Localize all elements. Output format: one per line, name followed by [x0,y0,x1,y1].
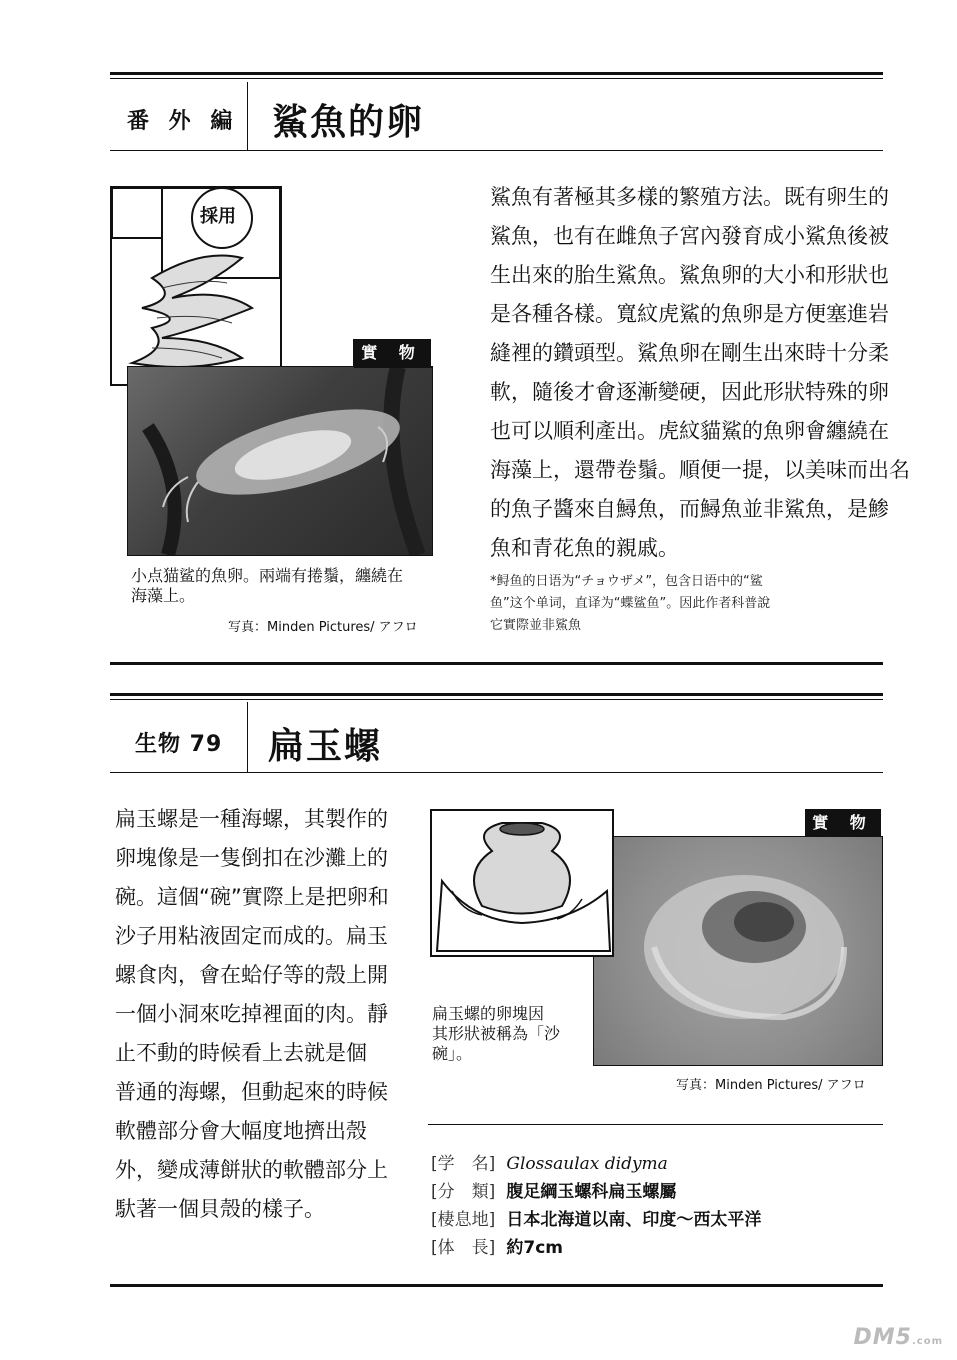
body-line: 卵塊像是一隻倒扣在沙灘上的 [115,846,388,870]
logo-suffix: .com [911,1336,943,1347]
body-line: 軟體部分會大幅度地擠出殼 [115,1119,367,1143]
info-row-body-length [431,1234,563,1262]
body-line: 海藻上，還帶卷鬚。順便一提，以美味而出名 [490,458,910,482]
photo1-caption [131,566,403,606]
section1-body [490,178,910,568]
sand-collar-image [594,837,882,1065]
section2-bottom-rule [110,1284,883,1287]
info-key: [学 名] [431,1154,496,1174]
caption-line: 扁玉螺的卵塊因 [432,1004,545,1023]
photo2-credit: 写真：Minden Pictures/ アフロ [676,1078,866,1093]
info-value: 腹足綱玉螺科扁玉螺屬 [506,1182,677,1202]
section1-header-rule [110,150,883,151]
info-key: [体 長] [431,1238,496,1258]
body-line: 螺食肉，會在蛤仔等的殼上開 [115,963,388,987]
top-rule-2 [110,78,883,79]
info-row-habitat [431,1206,761,1234]
body-line: 沙子用粘液固定而成的。扁玉 [115,924,388,948]
section1-divider [247,82,248,150]
body-line: 軟，隨後才會逐漸變硬，因此形狀特殊的卵 [490,380,889,404]
body-line: 普通的海螺，但動起來的時候 [115,1080,388,1104]
photo2-label-tag: 實 物 [805,809,881,837]
section2-label: 生物 79 [135,732,223,757]
egg-case-image [128,367,432,555]
section2-title: 扁玉螺 [268,726,383,767]
info-row-classification [431,1178,676,1206]
body-line: 馱著一個貝殼的樣子。 [115,1197,325,1221]
spiral-egg-drawing [112,188,280,384]
info-divider [428,1124,883,1125]
body-line: 鯊魚有著極其多樣的繁殖方法。既有卵生的 [490,185,889,209]
section2-top-rule [110,693,883,696]
note-line: 它實際並非鯊魚 [490,618,582,633]
body-line: 外，變成薄餅狀的軟體部分上 [115,1158,388,1182]
body-line: 是各種各樣。寬紋虎鯊的魚卵是方便塞進岩 [490,302,889,326]
photo2-caption [432,1004,560,1064]
body-line: 一個小洞來吃掉裡面的肉。靜 [115,1002,388,1026]
caption-line: 碗」。 [432,1044,473,1063]
body-line: 止不動的時候看上去就是個 [115,1041,367,1065]
section2-body [115,800,389,1229]
info-value: 約7cm [506,1238,564,1258]
body-line: 的魚子醬來自鱘魚，而鱘魚並非鯊魚，是鯵 [490,497,889,521]
body-line: 魚和青花魚的親戚。 [490,536,679,560]
body-line: 也可以順利產出。虎紋貓鯊的魚卵會纏繞在 [490,419,889,443]
photo1-credit: 写真：Minden Pictures/ アフロ [228,620,418,635]
caption-line: 海藻上。 [131,586,196,605]
info-key: [分 類] [431,1182,496,1202]
hands-bowl-drawing [432,811,612,955]
footnote [490,571,770,637]
site-logo [854,1325,944,1350]
info-value: 日本北海道以南、印度～西太平洋 [506,1210,762,1230]
caption-line: 小点猫鲨的魚卵。兩端有捲鬚，纏繞在 [131,566,404,585]
body-line: 碗。這個“碗”實際上是把卵和 [115,885,389,909]
note-line: 鱼”这个单词，直译为“蝶鲨鱼”。因此作者科普說 [490,596,771,611]
body-line: 鯊魚，也有在雌魚子宮內發育成小鯊魚後被 [490,224,889,248]
section1-label: 番 外 編 [127,109,239,134]
body-line: 扁玉螺是一種海螺，其製作的 [115,807,388,831]
note-line: *鲟鱼的日语为“チョウザメ”，包含日语中的“鲨 [490,574,763,589]
info-value: Glossaulax didyma [506,1154,668,1174]
photo1-label-tag: 實 物 [353,339,431,367]
section1-bottom-rule [110,662,883,665]
section2-top-rule-2 [110,699,883,700]
body-line: 生出來的胎生鯊魚。鯊魚卵的大小和形狀也 [490,263,889,287]
shark-egg-photo [127,366,433,556]
section1-title: 鯊魚的卵 [272,102,425,143]
caption-line: 其形狀被稱為「沙 [432,1024,561,1043]
body-line: 縫裡的鑽頭型。鯊魚卵在剛生出來時十分柔 [490,341,889,365]
logo-main: DM5 [853,1325,912,1350]
section2-divider [247,702,248,772]
section2-header-rule [110,772,883,773]
sand-collar-illustration [430,809,614,957]
stamp-text: 採用 [200,206,236,227]
sand-collar-photo [593,836,883,1066]
shark-egg-illustration [110,186,282,386]
info-key: [棲息地] [431,1210,496,1230]
top-rule [110,72,883,75]
info-row-scientific-name [431,1150,668,1178]
